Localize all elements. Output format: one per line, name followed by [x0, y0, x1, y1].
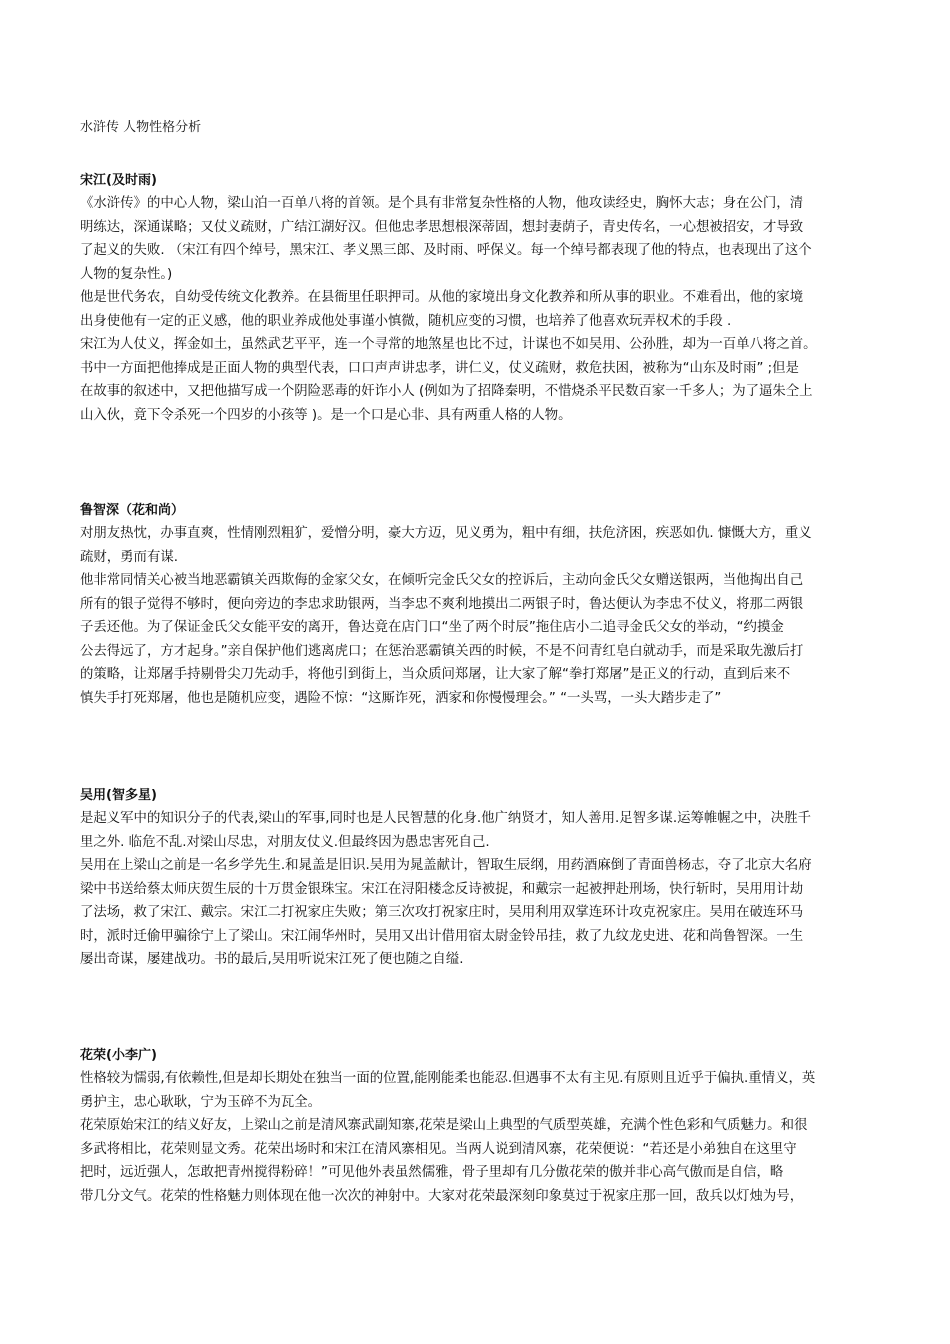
text-line: 子丢还他。为了保证金氏父女能平安的离开，鲁达竟在店门口“坐了两个时辰”拖住店小二追寻金氏父女的举动，“约摸金 — [80, 620, 784, 635]
section-huarong — [80, 1045, 880, 1208]
text-line: 花荣原始宋江的结义好友，上梁山之前是清风寨武副知寨,花荣是梁山上典型的气质型英雄，充满个性色彩和气质魅力。和很 — [80, 1118, 808, 1133]
text-line: 书中一方面把他捧成是正面人物的典型代表，口口声声讲忠孝，讲仁义，仗义疏财，救危扶困，被称为“山东及时雨” ;但是 — [80, 360, 799, 376]
text-line: 公去得远了，方才起身。”亲自保护他们逃离虎口；在惩治恶霸镇关西的时候，不是不问青红皂白就动手，而是采取先激后打 — [80, 643, 804, 659]
text-line: 他非常同情关心被当地恶霸镇关西欺侮的金家父女，在倾听完金氏父女的控诉后，主动向金氏父女赠送银两，当他掏出自己 — [80, 573, 804, 588]
text-line: 出身使他有一定的正义感，他的职业养成他处事谨小慎微，随机应变的习惯，也培养了他喜欢玩弄权术的手段 . — [80, 313, 732, 329]
text-line: 山入伙，竟下令杀死一个四岁的小孩等 )。是一个口是心非、具有两重人格的人物。 — [80, 407, 572, 423]
section-heading: 吴用(智多星) — [80, 788, 157, 803]
text-line: 时，派时迁偷甲骗徐宁上了梁山。宋江闹华州时，吴用又出计借用宿太尉金铃吊挂，救了九纹龙史进、花和尚鲁智深。一生 — [80, 928, 804, 944]
text-line: 所有的银子觉得不够时，便向旁边的李忠求助银两，当李忠不爽利地摸出二两银子时，鲁达便认为李忠不仗义，将那二两银 — [80, 596, 804, 612]
section-wuyong — [80, 785, 880, 972]
text-line: 屡出奇谋，屡建战功。书的最后,吴用听说宋江死了便也随之自缢. — [80, 952, 464, 967]
paragraph — [80, 192, 880, 286]
paragraph — [80, 854, 880, 972]
text-line: 慎失手打死郑屠，他也是随机应变，遇险不惊：“这厮诈死，洒家和你慢慢理会。” “一头骂，一头大踏步走了” — [80, 690, 722, 706]
text-line: 他是世代务农，自幼受传统文化教养。在县衙里任职押司。从他的家境出身文化教养和所从事的职业。不难看出，他的家境 — [80, 290, 804, 305]
text-line: 性格较为懦弱,有依赖性,但是却长期处在独当一面的位置,能刚能柔也能忍.但遇事不太有主见.有原则且近乎于偏执.重情义，英 — [80, 1071, 816, 1086]
text-line: 吴用在上梁山之前是一名乡学先生.和晁盖是旧识.吴用为晁盖献计，智取生辰纲，用药酒麻倒了青面兽杨志，夺了北京大名府 — [80, 858, 812, 873]
text-line: 把时，远近强人，怎敢把青州搅得粉碎！”可见他外表虽然儒雅，骨子里却有几分傲花荣的傲并非心高气傲而是自信，略 — [80, 1165, 784, 1180]
section-heading: 花荣(小李广) — [80, 1048, 157, 1063]
text-line: 梁中书送给蔡太师庆贺生辰的十万贯金银珠宝。宋江在浔阳楼念反诗被捉，和戴宗一起被押赴刑场，快行斩时，吴用用计劫 — [80, 881, 804, 897]
text-line: 了起义的失败. （宋江有四个绰号，黑宋江、孝义黑三郎、及时雨、呼保义。每一个绰号都表现了他的特点，也表现出了这个 — [80, 243, 812, 258]
paragraph — [80, 333, 880, 427]
text-line: 疏财，勇而有谋. — [80, 549, 178, 565]
text-line: 是起义军中的知识分子的代表,梁山的军事,同时也是人民智慧的化身.他广纳贤才，知人善用.足智多谋.运筹帷幄之中，决胜千 — [80, 811, 811, 826]
text-line: 对朋友热忱，办事直爽，性情刚烈粗犷，爱憎分明，豪大方迈，见义勇为，粗中有细，扶危济困，疾恶如仇. 慷慨大方，重义 — [80, 526, 812, 541]
text-line: 勇护主，忠心耿耿，宁为玉碎不为瓦全。 — [80, 1094, 322, 1110]
paragraph — [80, 286, 880, 333]
paragraph — [80, 1114, 880, 1208]
section-songjiang — [80, 170, 880, 427]
paragraph — [80, 522, 880, 569]
paragraph — [80, 1067, 880, 1114]
text-line: 宋江为人仗义，挥金如土，虽然武艺平平，连一个寻常的地煞星也比不过，计谋也不如吴用、公孙胜，却为一百单八将之首。 — [80, 337, 817, 352]
document-title: 水浒传 人物性格分析 — [80, 120, 202, 135]
text-line: 明练达，深通谋略；又仗义疏财，广结江湖好汉。但他忠孝思想根深蒂固，想封妻荫子，青史传名，一心想被招安，才导致 — [80, 219, 804, 235]
paragraph — [80, 569, 880, 710]
text-line: 带几分文气。花荣的性格魅力则体现在他一次次的神射中。大家对花荣最深刻印象莫过于祝家庄那一回，敌兵以灯烛为号， — [80, 1188, 804, 1204]
text-line: 的策略，让郑屠手持剔骨尖刀先动手，将他引到街上，当众质问郑屠，让大家了解“拳打郑屠”是正义的行动，直到后来不 — [80, 667, 791, 682]
section-heading: 宋江(及时雨) — [80, 173, 157, 188]
text-line: 里之外. 临危不乱.对梁山尽忠，对朋友仗义.但最终因为愚忠害死自己. — [80, 834, 490, 850]
text-line: 在故事的叙述中，又把他描写成一个阴险恶毒的奸诈小人 (例如为了招降秦明，不惜烧杀平民数百家一千多人；为了逼朱仝上 — [80, 384, 813, 399]
text-line: 了法场，救了宋江、戴宗。宋江二打祝家庄失败；第三次攻打祝家庄时，吴用利用双掌连环计攻克祝家庄。吴用在破连环马 — [80, 905, 804, 920]
paragraph — [80, 807, 880, 854]
text-line: 人物的复杂性。) — [80, 266, 173, 282]
text-line: 多武将相比，花荣则显文秀。花荣出场时和宋江在清风寨相见。当两人说到清风寨，花荣便说：“若还是小弟独自在这里守 — [80, 1141, 797, 1157]
section-luzhishen — [80, 500, 880, 710]
text-line: 《水浒传》的中心人物，梁山泊一百单八将的首领。是个具有非常复杂性格的人物，他攻读经史，胸怀大志；身在公门，清 — [80, 196, 804, 211]
section-heading: 鲁智深（花和尚） — [80, 503, 185, 518]
